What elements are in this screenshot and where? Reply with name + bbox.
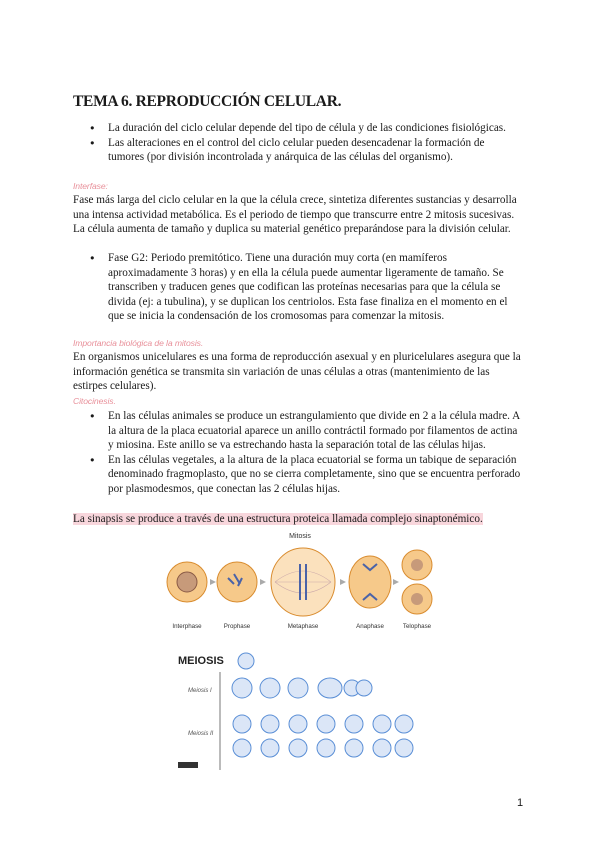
list-item: ● Las alteraciones en el control del ciclo celular pueden desencadenar la formación de tumores (por división incontrolada y anárquica de las células del organismo). [90, 136, 515, 165]
meiosis-row-label: Meiosis II [188, 731, 214, 737]
phase-label: Prophase [223, 623, 251, 630]
phase-label: Metaphase [287, 623, 319, 630]
highlight-line [73, 512, 533, 527]
page-number: 1 [517, 797, 524, 809]
highlighted-sentence: La sinapsis se produce a través de una estructura proteica llamada complejo sinaptonémico. [73, 513, 483, 525]
mitosis-figure [160, 530, 445, 640]
list-item: ● Fase G2: Periodo premitótico. Tiene una duración muy corta (en mamíferos aproximadamente 3 horas) y en ella la célula puede aumentar ligeramente de tamaño. Se transcriben y traducen genes que codifican las proteínas necesarias para que la célula se divida (ej: a tubulina), y se duplican los centriolos. Esta fase finaliza en el momento en el que se inicia la condensación de los cromosomas para comenzar la mitosis. [90, 251, 522, 324]
list-item: ● En las células vegetales, a la altura de la placa ecuatorial se forma un tabique de separación denominado fragmoplasto, que no se cierra completamente, sino que se encuentra perforado por plasmodesmos, que conectan las 2 células hijas. [90, 453, 522, 497]
meiosis-logo: MEIOSIS [178, 655, 224, 667]
phase-label: Telophase [402, 623, 432, 630]
importancia-paragraph: En organismos unicelulares es una forma de reproducción asexual y en pluricelulares asegura que la información genética se transmita sin variación de unas células a otras (mantenimiento de las estirpes celulares). [73, 351, 521, 393]
phase-label: Anaphase [356, 623, 384, 630]
intro-list [90, 121, 515, 165]
citocinesis-list [90, 409, 522, 497]
mitosis-title: Mitosis [289, 533, 311, 540]
interfase-list [90, 251, 522, 324]
meiosis-figure [178, 650, 418, 770]
meiosis-row-2 [233, 715, 413, 757]
interfase-paragraph: Fase más larga del ciclo celular en la que la célula crece, sintetiza diferentes sustancias y desarrolla una intensa actividad metabólica. Es el periodo de tiempo que transcurre entre 2 mitosis sucesivas. La célula aumenta de tamaño y duplica su material genético preparándose para la división celular. [73, 194, 517, 236]
phase-label: Interphase [172, 623, 202, 630]
list-item: ● En las células animales se produce un estrangulamiento que divide en 2 a la célula madre. A la altura de la placa ecuatorial aparece un anillo contráctil formado por filamentos de actina y miosina. Este anillo se va estrechando hasta la separación total de las células hijas. [90, 409, 522, 453]
section-heading-importancia: Importancia biológica de la mitosis. [73, 338, 204, 348]
meiosis-row-label: Meiosis I [188, 688, 212, 694]
meiosis-row-1 [232, 678, 372, 698]
section-heading-interfase: Interfase: [73, 181, 108, 191]
list-item: ● La duración del ciclo celular depende del tipo de célula y de las condiciones fisiológicas. [90, 121, 515, 136]
page-title: TEMA 6. REPRODUCCIÓN CELULAR. [73, 93, 342, 110]
section-heading-citocinesis: Citocinesis. [73, 396, 116, 406]
